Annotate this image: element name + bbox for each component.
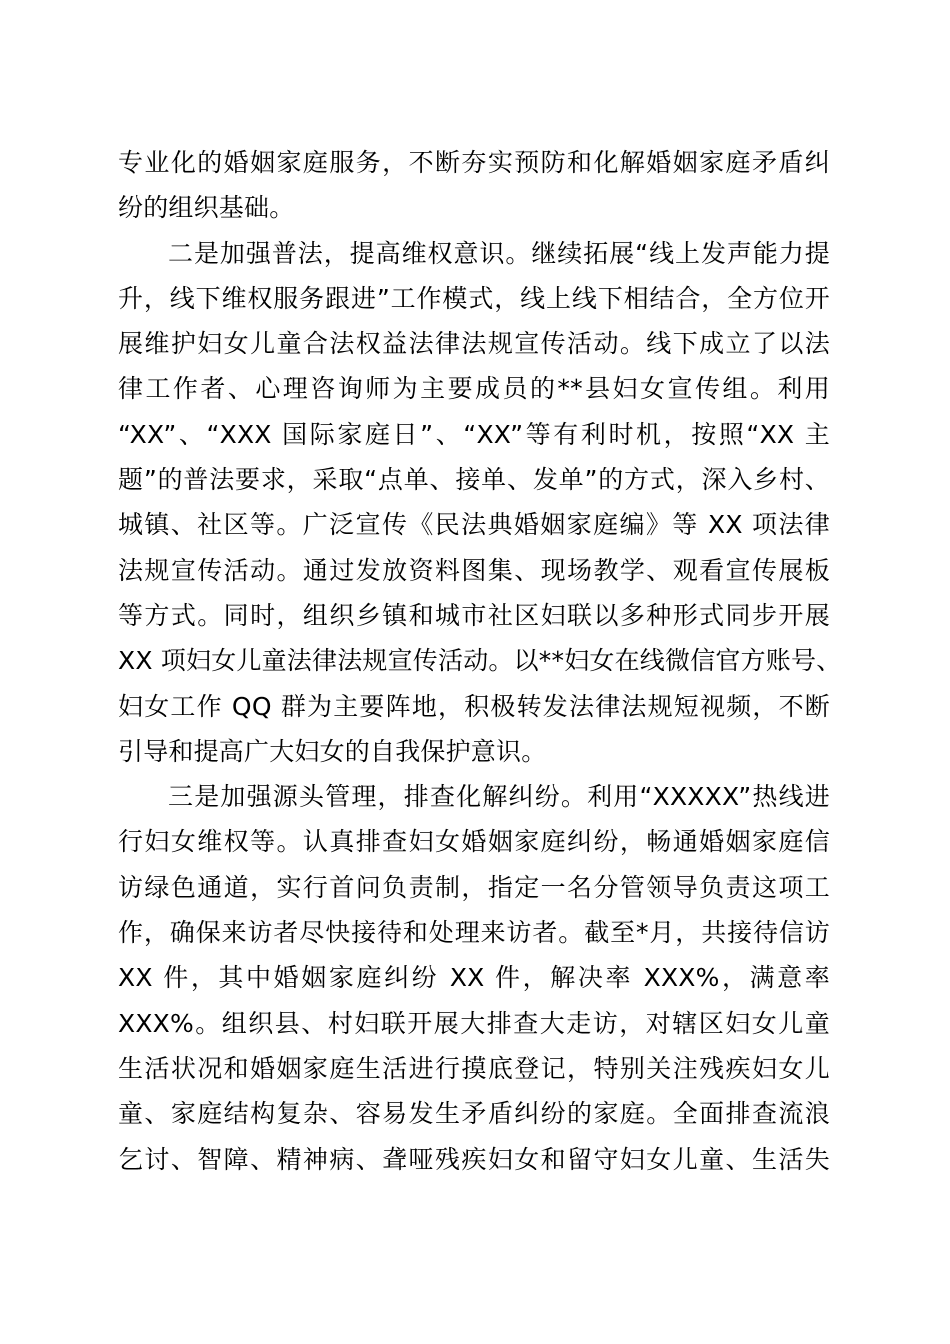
text-line: 童、家庭结构复杂、容易发生矛盾纠纷的家庭。全面排查流浪 xyxy=(118,1099,830,1129)
text-line: 等方式。同时，组织乡镇和城市社区妇联以多种形式同步开展 xyxy=(118,600,830,630)
text-line: 法规宣传活动。通过发放资料图集、现场教学、观看宣传展板 xyxy=(118,555,830,585)
text-line: 乞讨、智障、精神病、聋哑残疾妇女和留守妇女儿童、生活失 xyxy=(118,1144,830,1174)
text-line: 纷的组织基础。 xyxy=(118,193,295,223)
text-line: 妇女工作 QQ 群为主要阵地，积极转发法律法规短视频，不断 xyxy=(118,691,830,721)
text-line: 专业化的婚姻家庭服务，不断夯实预防和化解婚姻家庭矛盾纠 xyxy=(118,148,830,177)
text-line: XX 项妇女儿童法律法规宣传活动。以**妇女在线微信官方账号、 xyxy=(118,646,842,676)
text-line: 引导和提高广大妇女的自我保护意识。 xyxy=(118,736,547,766)
text-line: 展维护妇女儿童合法权益法律法规宣传活动。线下成立了以法 xyxy=(118,329,830,359)
text-line: 作，确保来访者尽快接待和处理来访者。截至*月，共接待信访 xyxy=(118,918,830,948)
text-line: 城镇、社区等。广泛宣传《民法典婚姻家庭编》等 XX 项法律 xyxy=(118,510,830,540)
paragraph-start-line: 二是加强普法，提高维权意识。继续拓展“线上发声能力提 xyxy=(168,238,830,268)
text-line: 访绿色通道，实行首问负责制，指定一名分管领导负责这项工 xyxy=(118,872,830,902)
text-line: XXX%。组织县、村妇联开展大排查大走访，对辖区妇女儿童 xyxy=(118,1008,830,1038)
text-line: 升，线下维权服务跟进”工作模式，线上线下相结合，全方位开 xyxy=(118,283,830,313)
text-line: 律工作者、心理咨询师为主要成员的**县妇女宣传组。利用 xyxy=(118,374,830,404)
paragraph-start-line: 三是加强源头管理，排查化解纠纷。利用“XXXXX”热线进 xyxy=(168,782,830,812)
text-line: “XX”、“XXX 国际家庭日”、“XX”等有利时机，按照“XX 主 xyxy=(118,419,830,449)
text-line: 题”的普法要求，采取“点单、接单、发单”的方式，深入乡村、 xyxy=(118,465,830,495)
text-line: XX 件，其中婚姻家庭纠纷 XX 件，解决率 XXX%，满意率 xyxy=(118,963,830,993)
text-line: 行妇女维权等。认真排查妇女婚姻家庭纠纷，畅通婚姻家庭信 xyxy=(118,827,830,857)
document-body xyxy=(118,140,842,1182)
text-line: 生活状况和婚姻家庭生活进行摸底登记，特别关注残疾妇女儿 xyxy=(118,1053,830,1083)
